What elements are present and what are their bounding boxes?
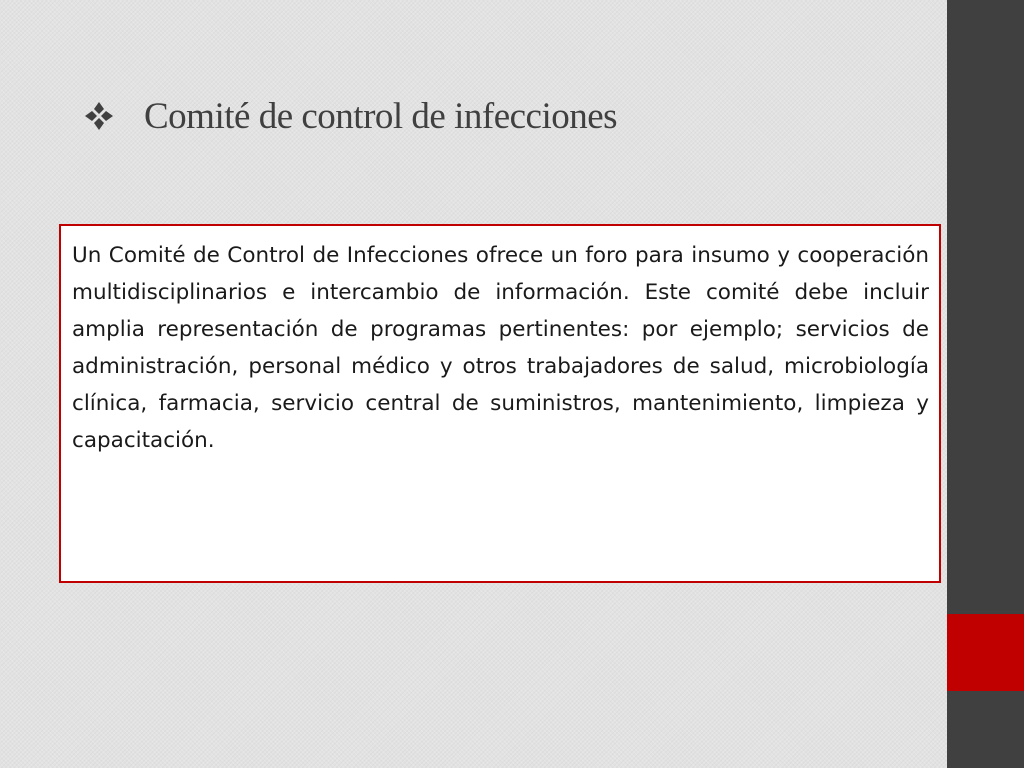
four-diamond-bullet-icon bbox=[82, 99, 116, 133]
title-row bbox=[82, 88, 617, 144]
slide-title: Comité de control de infecciones bbox=[144, 95, 618, 137]
content-box bbox=[59, 224, 941, 583]
side-accent-block bbox=[947, 614, 1024, 691]
body-paragraph: Un Comité de Control de Infecciones ofrece un foro para insumo y cooperación multidisciplinarios e intercambio de información. Este comité debe incluir amplia representación de programas pertinentes: por ejemplo; servicios de administración, personal médico y otros trabajadores de salud, microbiología clínica, farmacia, servicio central de suministros, mantenimiento, limpieza y capacitación. bbox=[72, 243, 929, 453]
